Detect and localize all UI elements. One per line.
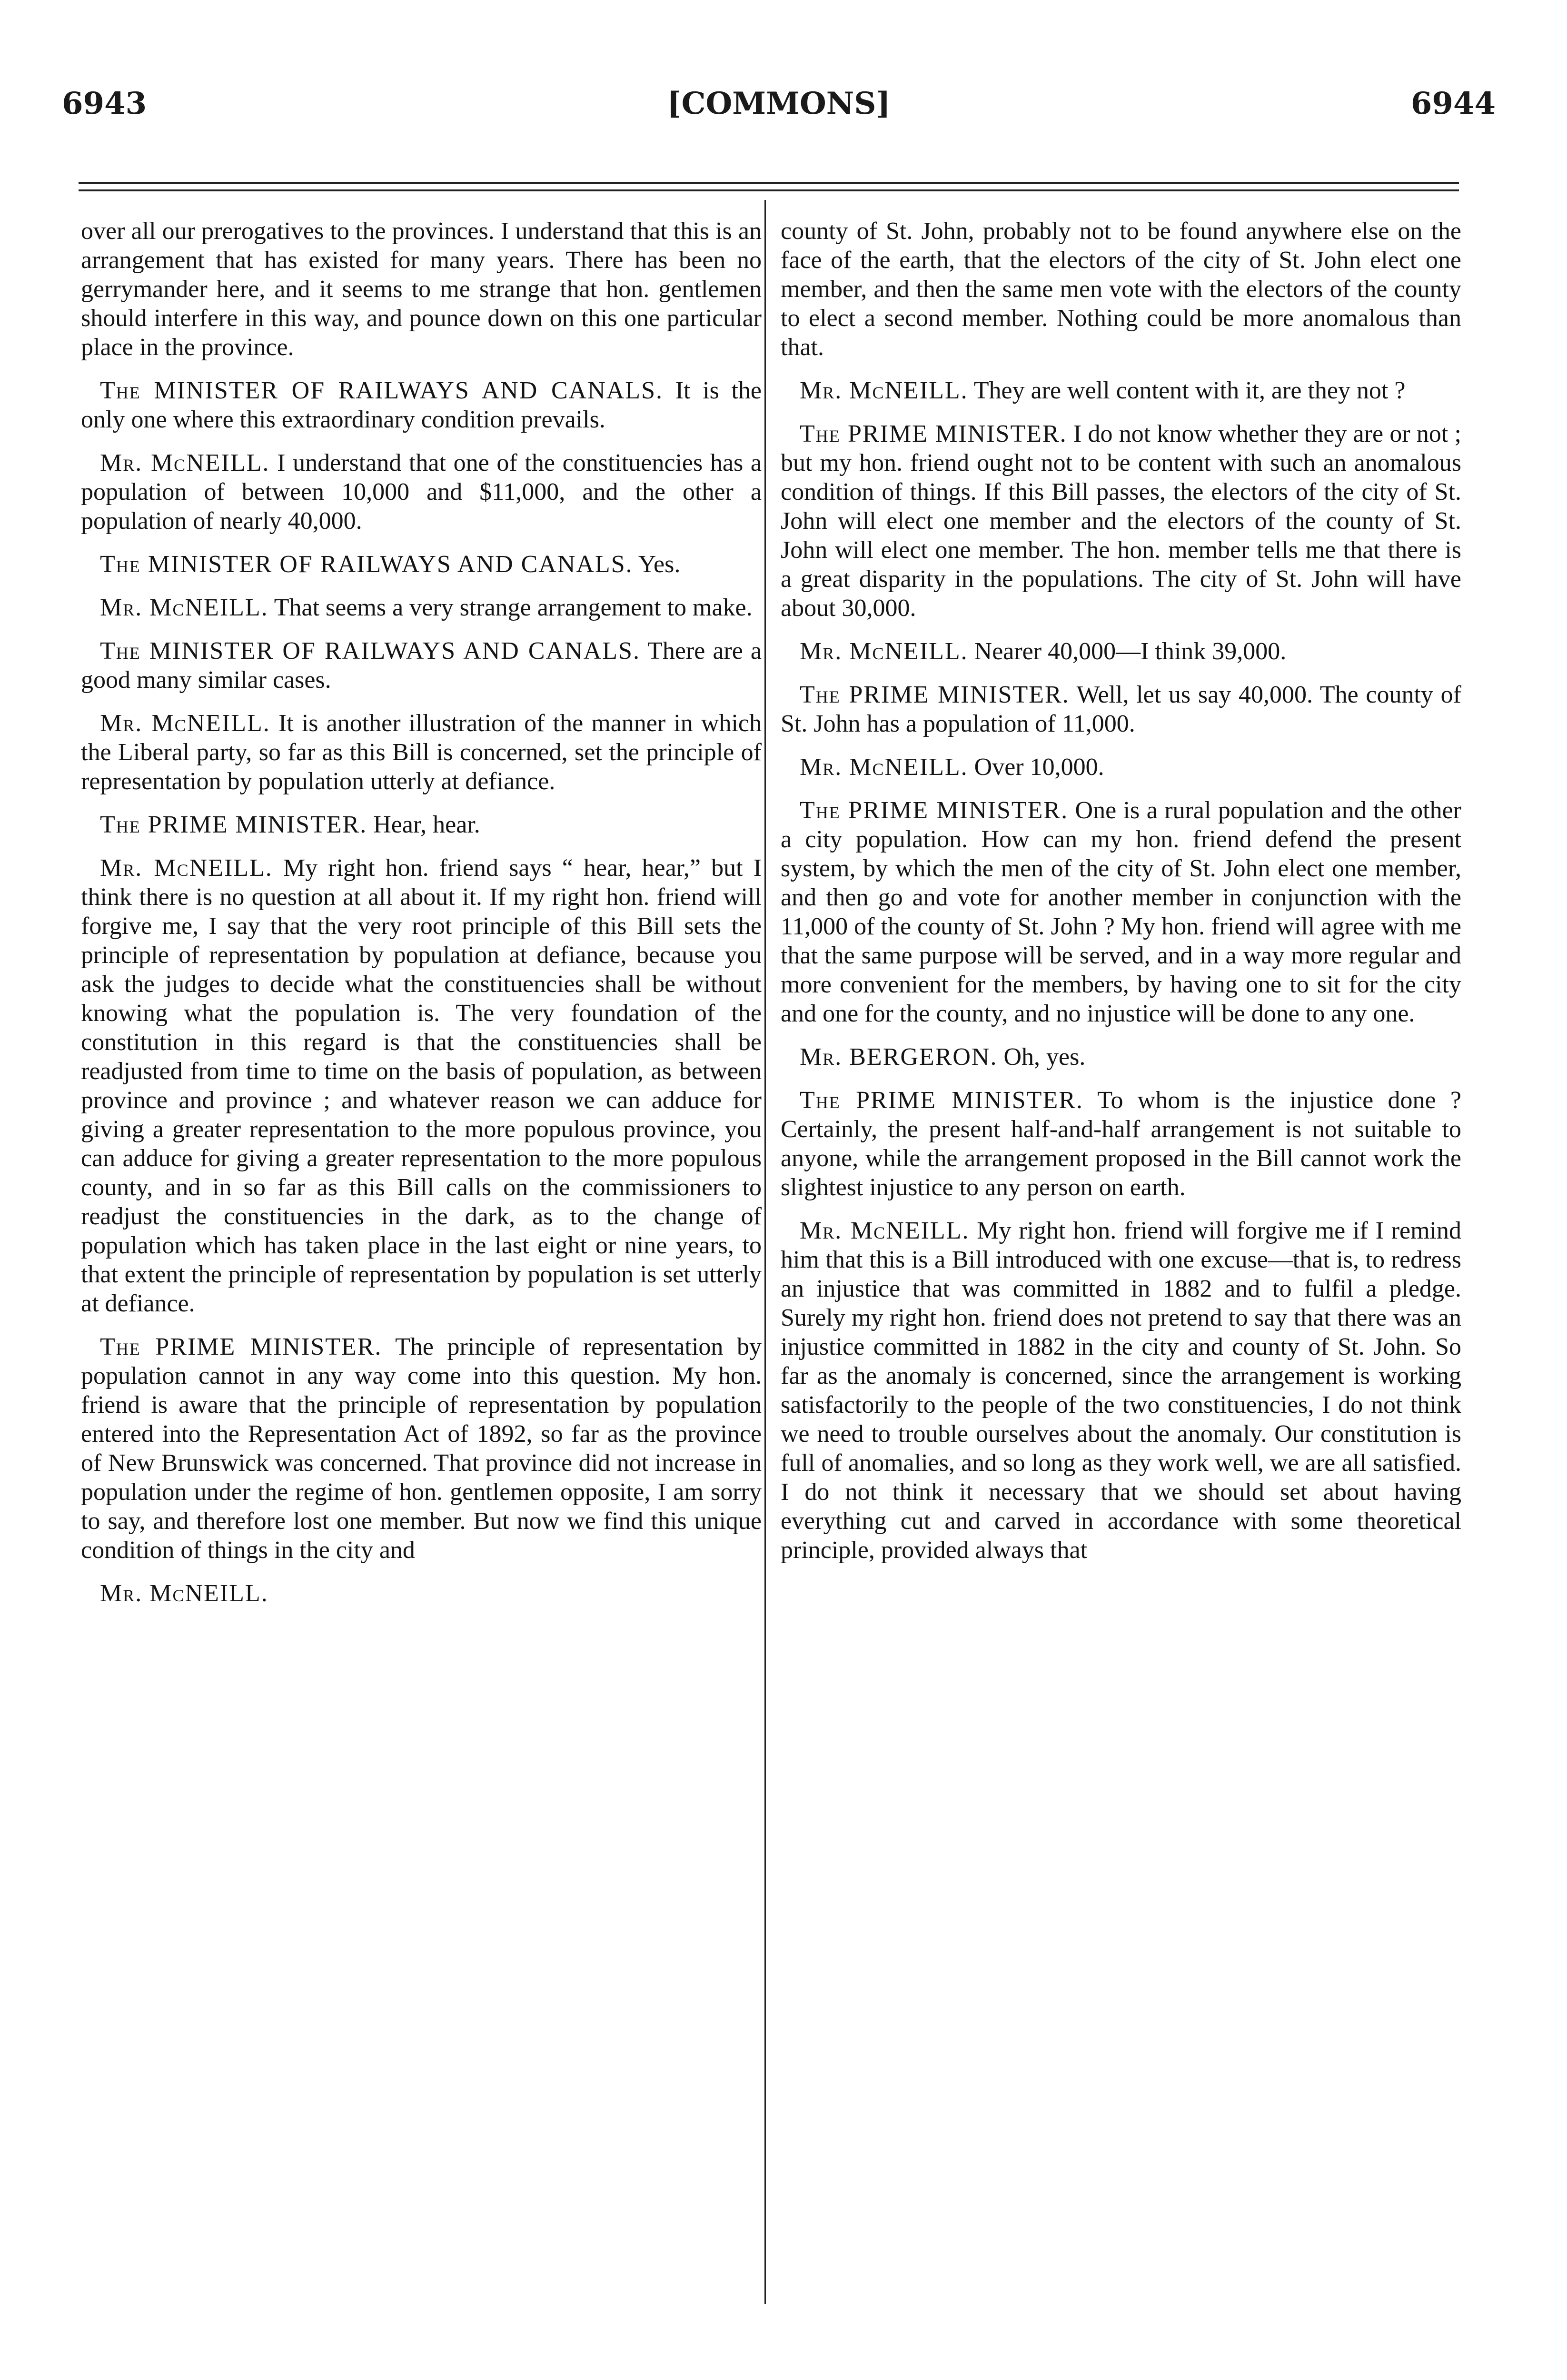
- paragraph: [81, 810, 762, 839]
- paragraph: [81, 376, 762, 434]
- speech-text: county of St. John, probably not to be found anywhere else on the face of the earth, that the electors of the city of St. John elect one member, and then the same men vote with the electors of the county to elect a second member. Nothing could be more anomalous than that.: [781, 218, 1461, 361]
- paragraph: [81, 1579, 762, 1608]
- speaker-name: Mr. McNEILL.: [100, 854, 273, 882]
- paragraph: [781, 376, 1461, 405]
- speaker-name: Mr. McNEILL.: [800, 377, 968, 404]
- right-column: [781, 217, 1461, 1579]
- paragraph: [81, 709, 762, 796]
- speaker-name: Mr. McNEILL.: [100, 449, 270, 476]
- paragraph: [781, 217, 1461, 362]
- paragraph: [81, 636, 762, 694]
- speech-text: Hear, hear.: [373, 811, 480, 838]
- section-title: [COMMONS]: [667, 86, 891, 121]
- speech-text: It is another illustration of the manner in which the Liberal party, so far as this Bill is concerned, set the principle of representation by population utterly at defiance.: [81, 710, 762, 795]
- paragraph: [81, 217, 762, 362]
- speech-text: I understand that one of the constituencies has a population of between 10,000 and $11,000, and the other a population of nearly 40,000.: [81, 449, 762, 535]
- speech-text: over all our prerogatives to the provinces. I understand that this is an arrangement that has existed for many years. There has been no gerrymander here, and it seems to me strange that hon. gentlemen should interfere in this way, and pounce down on this one particular place in the province.: [81, 218, 762, 361]
- speech-text: I do not know whether they are or not ; but my hon. friend ought not to be content with such an anomalous condition of things. If this Bill passes, the electors of the city of St. John will elect one member and the electors of the county of St. John will elect one member. The hon. member tells me that there is a great disparity in the populations. The city of St. John will have about 30,000.: [781, 420, 1461, 622]
- left-page-number: 6943: [62, 86, 147, 121]
- speech-text: Well, let us say 40,000. The county of St. John has a population of 11,000.: [781, 681, 1462, 737]
- speech-text: Yes.: [638, 551, 681, 578]
- page-header: [62, 86, 1496, 143]
- speech-text: Over 10,000.: [974, 754, 1104, 781]
- paragraph: [81, 853, 762, 1318]
- speaker-name: The PRIME MINISTER.: [100, 1333, 382, 1360]
- speaker-name: The PRIME MINISTER.: [800, 1087, 1083, 1114]
- paragraph: [81, 550, 762, 579]
- paragraph: [781, 1216, 1461, 1565]
- speech-text: That seems a very strange arrangement to make.: [274, 594, 753, 621]
- speech-text: The principle of representation by population cannot in any way come into this question. My hon. friend is aware that the principle of representation by population entered into the Representation Act of 1892, so far as the province of New Brunswick was concerned. That province did not increase in population under the regime of hon. gentlemen opposite, I am sorry to say, and therefore lost one member. But now we find this unique condition of things in the city and: [81, 1333, 762, 1564]
- speaker-name: The PRIME MINISTER.: [800, 420, 1067, 447]
- paragraph: [81, 448, 762, 536]
- speaker-name: Mr. BERGERON.: [800, 1043, 998, 1071]
- speaker-name: The PRIME MINISTER.: [100, 811, 367, 838]
- left-column: [81, 217, 762, 1622]
- paragraph: [81, 593, 762, 622]
- column-divider: [764, 200, 766, 2304]
- speech-text: My right hon. friend says “ hear, hear,” but I think there is no question at all about it. If my right hon. friend will forgive me, I say that the very root principle of this Bill sets the principle of representation by population at defiance, because you ask the judges to decide what the constituencies shall be without knowing what the population is. The very foundation of the constitution in this regard is that the constituencies shall be readjusted from time to time on the basis of population, as between province and province ; and whatever reason we can adduce for giving a greater representation to the more populous province, you can adduce for giving a greater representation to the more populous county, and in so far as this Bill calls on the commissioners to readjust the constituencies in the dark, as to the change of population which has taken place in the last eight or nine years, to that extent the principle of representation by population is set utterly at defiance.: [81, 854, 762, 1317]
- speaker-name: Mr. McNEILL.: [100, 710, 270, 737]
- paragraph: [781, 1042, 1461, 1071]
- paragraph: [781, 637, 1461, 666]
- speaker-name: Mr. McNEILL.: [100, 594, 268, 621]
- paragraph: [781, 796, 1461, 1028]
- speech-text: My right hon. friend will forgive me if I remind him that this is a Bill introduced with one excuse—that is, to redress an injustice that was committed in 1882 and to fulfil a pledge. Surely my right hon. friend does not pretend to say that there was an injustice committed in 1882 in the city and county of St. John. So far as the anomaly is concerned, since the arrangement is working satisfactorily to the people of the two constituencies, I do not think we need to trouble ourselves about the anomaly. Our constitution is full of anomalies, and so long as they work well, we are all satisfied. I do not think it necessary that we should set about having everything cut and carved in accordance with some theoretical principle, provided always that: [781, 1217, 1462, 1564]
- speech-text: Oh, yes.: [1003, 1043, 1086, 1071]
- speaker-name: Mr. McNEILL.: [800, 1217, 970, 1244]
- paragraph: [781, 419, 1461, 623]
- header-rule-bottom: [79, 189, 1459, 191]
- speech-text: It is the only one where this extraordinary condition prevails.: [81, 377, 762, 433]
- speaker-name: Mr. McNEILL.: [800, 754, 968, 781]
- paragraph: [781, 1086, 1461, 1202]
- speaker-name: Mr. McNEILL.: [800, 638, 968, 665]
- speaker-name: The MINISTER OF RAILWAYS AND CANALS.: [100, 637, 640, 664]
- paragraph: [81, 1332, 762, 1565]
- speech-text: Nearer 40,000—I think 39,000.: [974, 638, 1287, 665]
- speaker-name: The MINISTER OF RAILWAYS AND CANALS.: [100, 377, 663, 404]
- speech-text: They are well content with it, are they not ?: [973, 377, 1406, 404]
- paragraph: [781, 680, 1461, 738]
- speaker-name: The PRIME MINISTER.: [800, 681, 1070, 708]
- speech-text: One is a rural population and the other a city population. How can my hon. friend defend the present system, by which the men of the city of St. John elect one member, and then go and vote for another member in conjunction with the 11,000 of the county of St. John ? My hon. friend will agree with me that the same purpose will be served, and in a way more regular and more convenient for the members, by having one to sit for the city and one for the county, and no injustice will be done to any one.: [781, 797, 1461, 1027]
- speech-text: To whom is the injustice done ? Certainly, the present half-and-half arrangement is not suitable to anyone, while the arrangement proposed in the Bill cannot work the slightest injustice to any person on earth.: [781, 1087, 1462, 1201]
- header-rule-top: [79, 182, 1459, 184]
- speaker-name: The MINISTER OF RAILWAYS AND CANALS.: [100, 551, 633, 578]
- right-page-number: 6944: [1410, 86, 1496, 121]
- speaker-name: Mr. McNEILL.: [100, 1580, 268, 1607]
- speaker-name: The PRIME MINISTER.: [800, 797, 1069, 824]
- paragraph: [781, 753, 1461, 782]
- speech-text: There are a good many similar cases.: [81, 637, 762, 694]
